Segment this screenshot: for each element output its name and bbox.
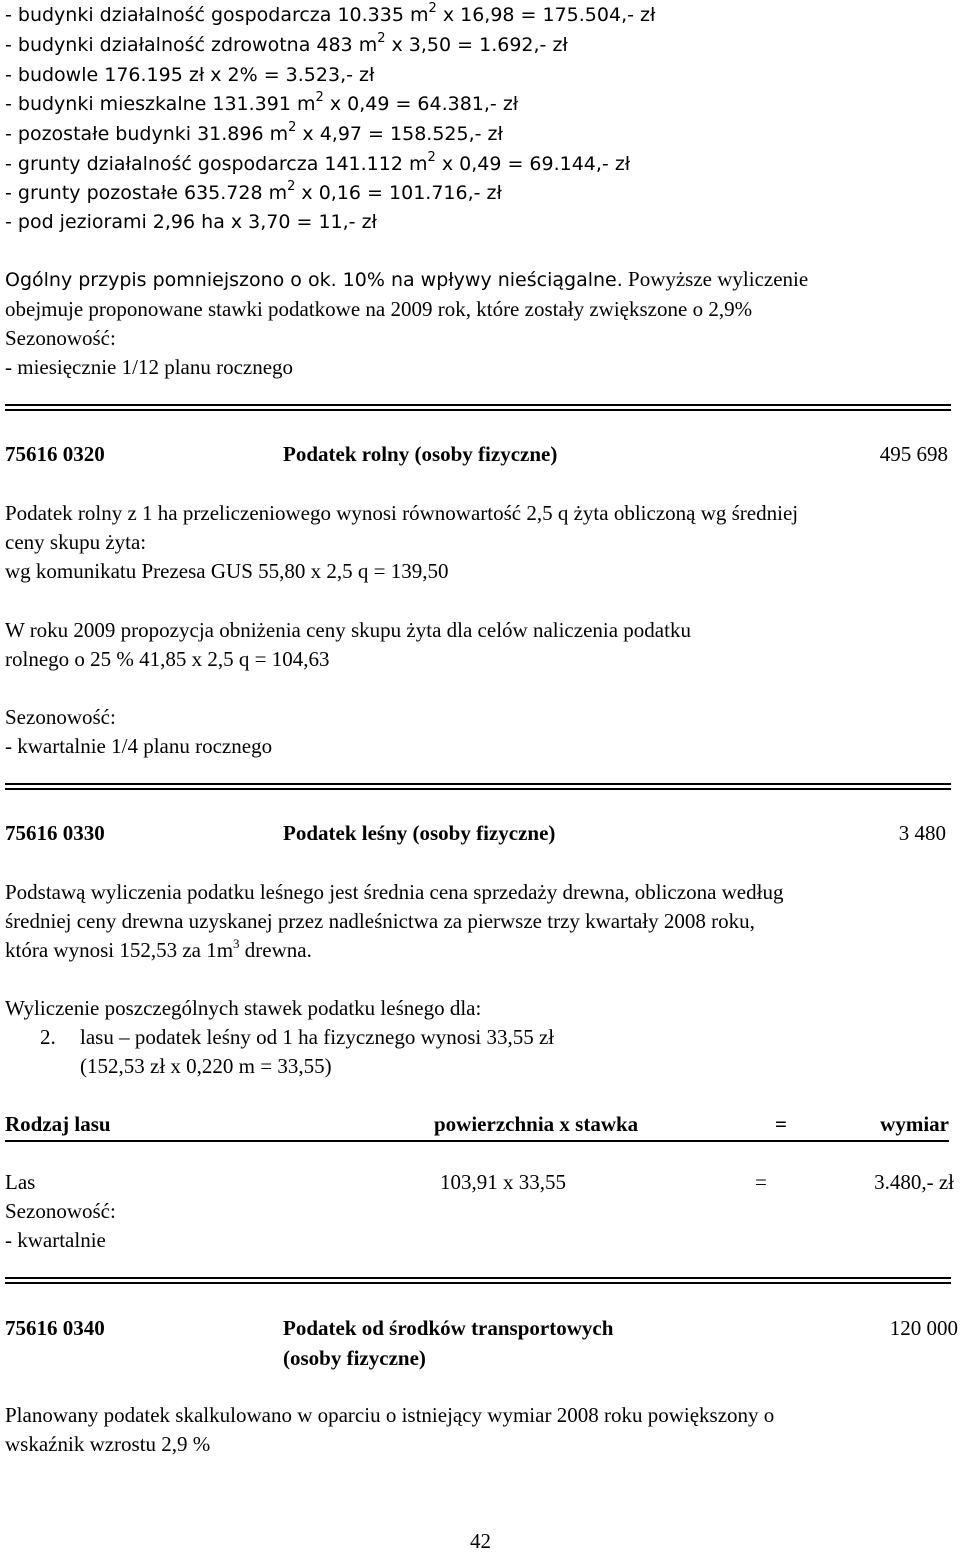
table-header-area-rate: powierzchnia x stawka [434,1112,639,1136]
calc-line-7: - grunty pozostałe 635.728 $m^2$ x 0,16 = 101.716,- zł [5,179,502,204]
table-cell-equals: = [755,1170,767,1194]
seasonality-label: Sezonowość: [5,1199,116,1223]
table-header-type: Rodzaj lasu [5,1112,111,1136]
list-item-line-2: (152,53 zł x 0,220 m = 33,55) [80,1054,332,1078]
calc-line-2: - budynki działalność zdrowotna 483 $m^2$ x 3,50 = 1.692,- zł [5,31,568,56]
sec340-p2: wskaźnik wzrostu 2,9 % [5,1432,211,1456]
section-title-line-2: (osoby fizyczne) [283,1346,426,1370]
section-code: 75616 0320 [5,442,105,466]
section-divider [5,783,951,790]
page-number: 42 [470,1529,491,1553]
seasonality-value: - kwartalnie 1/4 planu rocznego [5,734,273,758]
sec330-p4: Wyliczenie poszczególnych stawek podatku leśnego dla: [5,996,482,1020]
table-header-amount: wymiar [880,1112,949,1136]
seasonality-label: Sezonowość: [5,326,116,350]
list-item-number: 2. [40,1025,56,1049]
section-divider [5,1277,951,1284]
section-amount: 120 000 [889,1316,958,1340]
sec320-p2: ceny skupu żyta: [5,530,147,554]
calc-line-6: - grunty działalność gospodarcza 141.112 $m^2$ x 0,49 = 69.144,- zł [5,150,631,175]
section-title: Podatek leśny (osoby fizyczne) [283,821,556,845]
calc-line-4: - budynki mieszkalne 131.391 $m^2$ x 0,49 = 64.381,- zł [5,90,519,115]
sec330-p3: która wynosi 152,53 za $1m^3$ drewna. [5,936,312,962]
table-cell-type: Las [5,1170,36,1194]
calc-line-1: - budynki działalność gospodarcza 10.335 $m^2$ x 16,98 = 175.504,- zł [5,1,656,26]
calc-line-3: - budowle 176.195 zł x 2% = 3.523,- zł [5,64,375,86]
sec320-p1: Podatek rolny z 1 ha przeliczeniowego wynosi równowartość 2,5 q żyta obliczoną wg średniej [5,501,799,525]
table-header-equals: = [775,1112,787,1136]
para1-line-2: obejmuje proponowane stawki podatkowe na 2009 rok, które zostały zwiększone o 2,9% [5,297,753,321]
sec320-p4: W roku 2009 propozycja obniżenia ceny skupu żyta dla celów naliczenia podatku [5,618,691,642]
section-amount: 495 698 [879,442,948,466]
sec340-p1: Planowany podatek skalkulowano w oparciu o istniejący wymiar 2008 roku powiększony o [5,1403,775,1427]
seasonality-value: - kwartalnie [5,1228,106,1252]
section-code: 75616 0330 [5,821,105,845]
section-title: Podatek rolny (osoby fizyczne) [283,442,558,466]
section-amount: 3 480 [898,821,946,845]
para1-line-1: Ogólny przypis pomniejszono o ok. 10% na wpływy nieściągalne. Powyższe wyliczenie [5,267,809,291]
section-divider [5,404,951,411]
table-cell-area-rate: 103,91 x 33,55 [440,1170,566,1194]
calc-line-8: - pod jeziorami 2,96 ha x 3,70 = 11,- zł [5,211,377,233]
section-code: 75616 0340 [5,1316,105,1340]
list-item-line-1: lasu – podatek leśny od 1 ha fizycznego wynosi 33,55 zł [80,1025,555,1049]
seasonality-value: - miesięcznie 1/12 planu rocznego [5,355,294,379]
calc-line-5: - pozostałe budynki 31.896 $m^2$ x 4,97 = 158.525,- zł [5,120,503,145]
seasonality-label: Sezonowość: [5,705,116,729]
section-title: Podatek od środków transportowych [283,1316,614,1340]
sec330-p2: średniej ceny drewna uzyskanej przez nadleśnictwa za pierwsze trzy kwartały 2008 roku, [5,909,755,933]
sec320-p5: rolnego o 25 % 41,85 x 2,5 q = 104,63 [5,647,330,671]
table-cell-amount: 3.480,- zł [874,1170,954,1194]
sec330-p1: Podstawą wyliczenia podatku leśnego jest średnia cena sprzedaży drewna, obliczona według [5,880,784,904]
sec320-p3: wg komunikatu Prezesa GUS 55,80 x 2,5 q = 139,50 [5,559,449,583]
